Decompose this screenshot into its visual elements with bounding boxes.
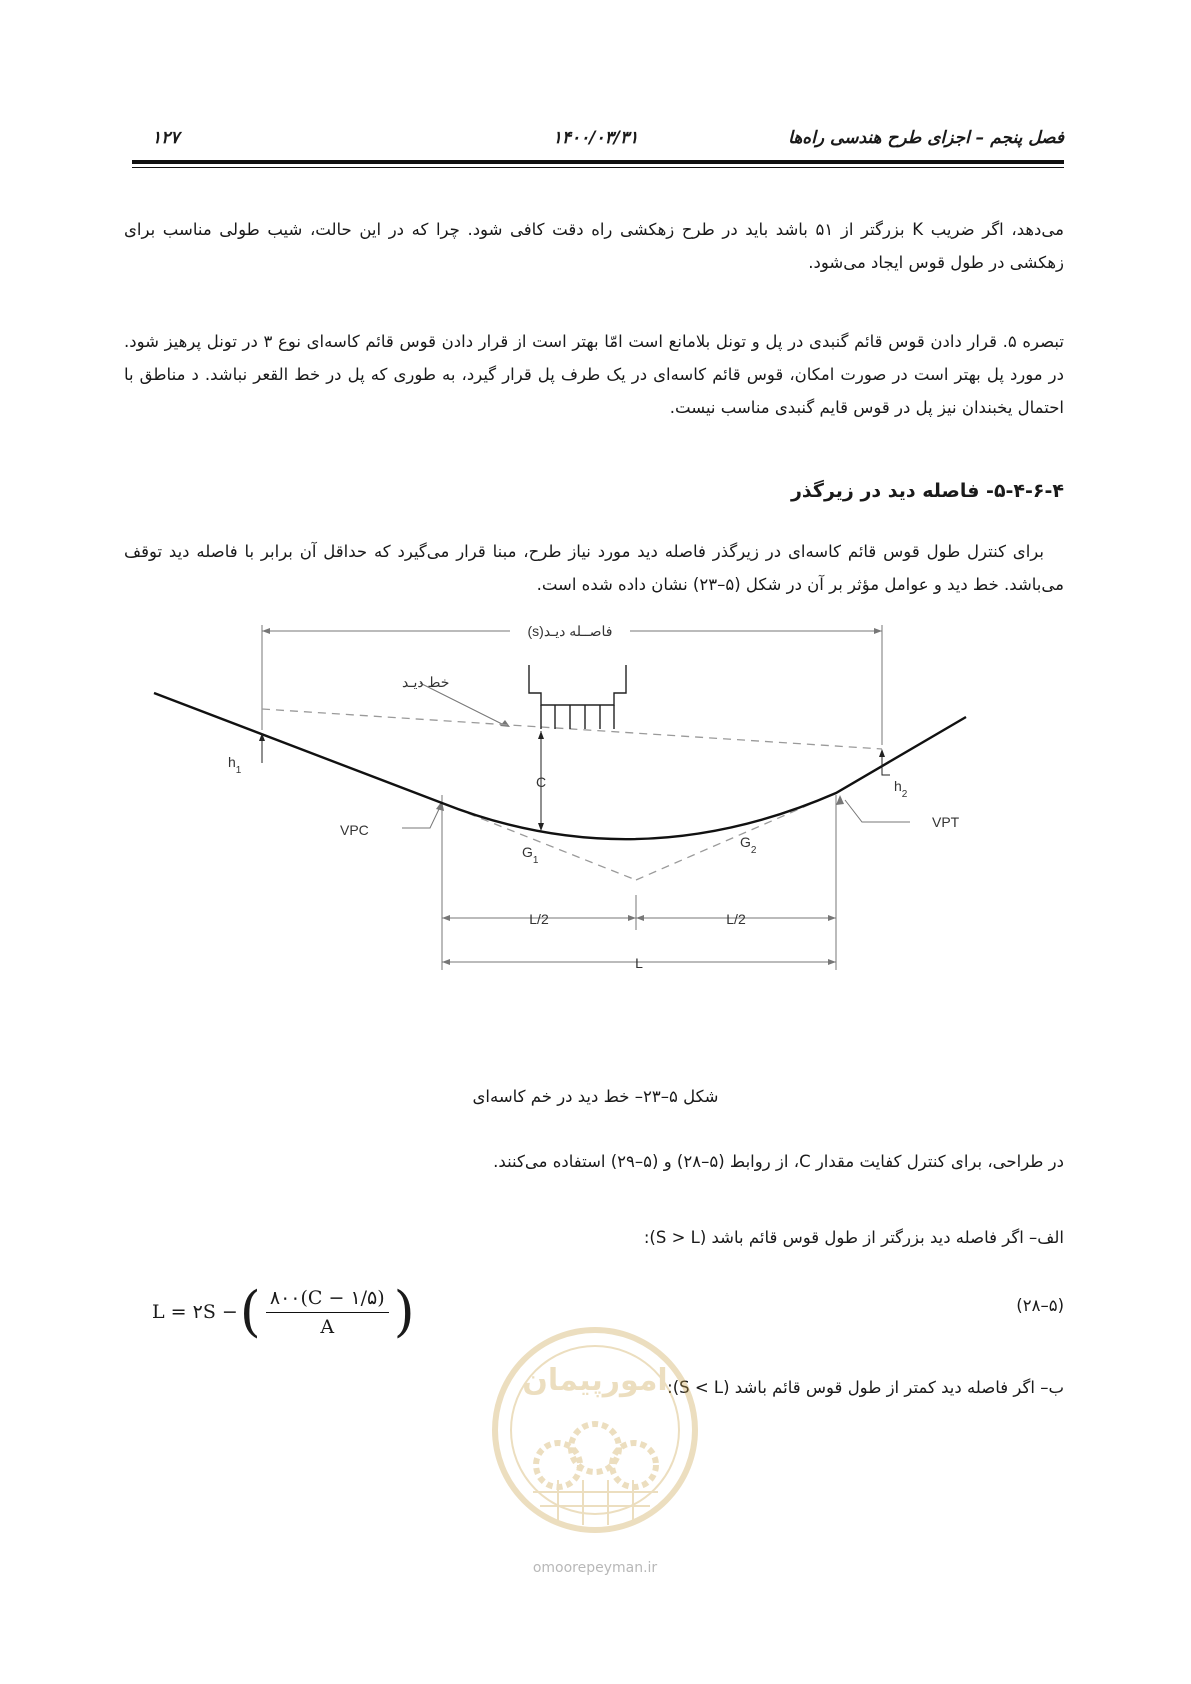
arrowhead <box>628 915 636 921</box>
arrowhead <box>828 915 836 921</box>
vpc-leader <box>402 807 440 828</box>
clearance-c-label: C <box>535 774 547 790</box>
equation-5-28 <box>152 1280 417 1343</box>
vpt-leader <box>845 800 910 822</box>
equation-fraction <box>266 1287 389 1338</box>
intro-line: در طراحی، برای کنترل کفایت مقدار C، از روابط (۵–۲۸) و (۵–۲۹) استفاده می‌کنند. <box>493 1152 1064 1171</box>
vpt-label: VPT <box>932 814 960 830</box>
case-b-condition: ب– اگر فاصله دید کمتر از طول قوس قائم باشد (S < L): <box>667 1378 1064 1397</box>
vpc-label: VPC <box>340 822 369 838</box>
half-length-right-label: L/2 <box>726 911 746 927</box>
underpass-structure <box>529 665 626 829</box>
h2-label <box>894 778 908 800</box>
watermark-gear-center <box>571 1424 619 1472</box>
paragraph-drainage: می‌دهد، اگر ضریب K بزرگتر از ۵۱ باشد باید در طرح زهکشی راه دقت کافی شود. چرا که در این حالت، شیب طولی مناسب برای زهکشی در طول قوس ایجاد می‌شود. <box>124 220 1064 272</box>
arrowhead <box>636 915 644 921</box>
half-length-left-label: L/2 <box>529 911 549 927</box>
arrowhead <box>879 749 885 757</box>
header-rule-thick <box>132 160 1064 164</box>
h2-label-sub: 2 <box>901 789 908 800</box>
paragraph-underpass: برای کنترل طول قوس قائم کاسه‌ای در زیرگذر فاصله دید مورد نیاز طرح، مبنا قرار می‌گیرد که حداقل آن برابر با فاصله دید توقف می‌باشد. خط دید و عوامل مؤثر بر آن در شکل (۵–۲۳) نشان داده شده است. <box>124 542 1064 594</box>
sight-line <box>262 709 882 749</box>
sag-curve-figure <box>140 623 1060 1045</box>
h2-label-main: h <box>894 778 902 794</box>
length-label: L <box>635 955 643 971</box>
watermark-logo <box>488 1320 703 1550</box>
sight-distance-label: فاصــله دیـد(s) <box>527 623 613 639</box>
sag-curve-diagram <box>140 623 1060 1045</box>
equation-denominator: A <box>320 1315 335 1338</box>
arrowhead <box>442 959 450 965</box>
arrowhead <box>538 731 544 739</box>
h1-label-main: h <box>228 754 236 770</box>
clearance-arrowheads <box>259 731 885 831</box>
g1-label-main: G <box>522 844 533 860</box>
arrowhead <box>442 915 450 921</box>
sight-line-label: خط دیـد <box>402 674 450 690</box>
watermark-brand-text: امورپیمان <box>522 1363 668 1398</box>
header-date: ۱۴۰۰/۰۳/۳۱ <box>552 128 639 148</box>
g1-label <box>522 844 539 866</box>
page-number: ۱۲۷ <box>152 128 180 148</box>
dimension-arrowheads <box>262 628 882 965</box>
arrowhead <box>538 823 544 831</box>
watermark-ring <box>495 1330 695 1530</box>
h1-label <box>228 754 242 776</box>
equation-lhs: L = ۲S − <box>152 1301 238 1323</box>
equation-close-paren: ) <box>393 1280 415 1343</box>
arrowhead <box>874 628 882 634</box>
watermark-url: omoorepeyman.ir <box>532 1560 658 1576</box>
arrowhead <box>262 628 270 634</box>
equation-number: (۵–۲۸) <box>1016 1296 1064 1315</box>
paragraph-note-5: تبصره ۵. قرار دادن قوس قائم گنبدی در پل و تونل بلامانع است امّا بهتر است از قرار دادن قوس قائم کاسه‌ای نوع ۳ در تونل پرهیز شود. در مورد پل بهتر است در صورت امکان، قوس قائم کاسه‌ای در یک طرف پل قرار گیرد، به طوری که پل در خط القعر نباشد. د مناطق با احتمال یخبندان نیز پل در قوس قایم گنبدی مناسب نیست. <box>124 332 1065 417</box>
h1-label-sub: 1 <box>235 765 242 776</box>
chapter-title: فصل پنجم – اجزای طرح هندسی راه‌ها <box>788 128 1064 148</box>
road-profile-curve <box>154 693 966 839</box>
equation-numerator: ۸۰۰(C − ۱/۵) <box>266 1287 389 1313</box>
g2-label-main: G <box>740 834 751 850</box>
figure-caption: شکل ۵–۲۳– خط دید در خم کاسه‌ای <box>472 1087 719 1106</box>
equation-open-paren: ( <box>239 1280 261 1343</box>
g2-label-sub: 2 <box>750 845 757 856</box>
g2-label <box>740 834 757 856</box>
g1-label-sub: 1 <box>532 855 539 866</box>
arrowhead <box>828 959 836 965</box>
case-a-condition: الف– اگر فاصله دید بزرگتر از طول قوس قائم باشد (S > L): <box>643 1228 1064 1247</box>
arrowhead <box>836 795 844 805</box>
header-rule-thin <box>132 167 1064 168</box>
bridge-deck <box>529 665 626 705</box>
section-heading: ۵-۴-۶-۴- فاصله دید در زیرگذر <box>790 480 1064 502</box>
